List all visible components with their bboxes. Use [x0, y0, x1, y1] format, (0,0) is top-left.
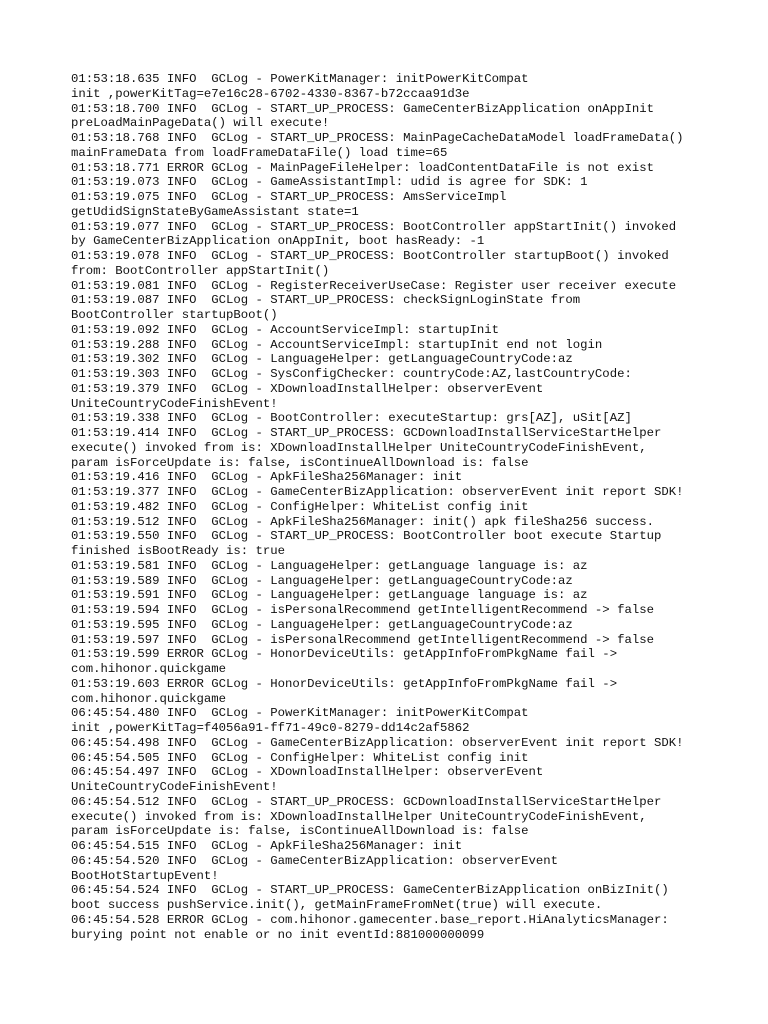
- log-line: 06:45:54.498 INFO GCLog - GameCenterBizApplication: observerEvent init report SDK!: [71, 735, 684, 750]
- log-line: by GameCenterBizApplication onAppInit, boot hasReady: -1: [71, 234, 485, 249]
- log-line: com.hihonor.quickgame: [71, 662, 226, 676]
- log-line: 01:53:19.512 INFO GCLog - ApkFileSha256Manager: init() apk fileSha256 success.: [71, 514, 654, 529]
- log-line: boot success pushService.init(), getMainFrameFromNet(true) will execute.: [71, 898, 603, 912]
- log-line: 01:53:19.416 INFO GCLog - ApkFileSha256Manager: init: [71, 470, 463, 485]
- log-line: execute() invoked from is: XDownloadInstallHelper UniteCountryCodeFinishEvent,: [71, 809, 647, 824]
- log-line: 01:53:19.482 INFO GCLog - ConfigHelper: WhiteList config init: [71, 499, 529, 514]
- log-line: 01:53:19.377 INFO GCLog - GameCenterBizApplication: observerEvent init report SDK!: [71, 485, 684, 499]
- log-line: param isForceUpdate is: false, isContinueAllDownload is: false: [71, 455, 529, 470]
- log-line: 01:53:19.302 INFO GCLog - LanguageHelper: getLanguageCountryCode:az: [71, 352, 573, 367]
- log-line: 06:45:54.497 INFO GCLog - XDownloadInstallHelper: observerEvent: [71, 765, 544, 780]
- log-line: 01:53:19.303 INFO GCLog - SysConfigChecker: countryCode:AZ,lastCountryCode:: [71, 367, 632, 381]
- log-line: execute() invoked from is: XDownloadInstallHelper UniteCountryCodeFinishEvent,: [71, 440, 647, 455]
- log-line: 06:45:54.524 INFO GCLog - START_UP_PROCESS: GameCenterBizApplication onBizInit(): [71, 883, 669, 898]
- log-line: 06:45:54.520 INFO GCLog - GameCenterBizApplication: observerEvent: [71, 853, 559, 868]
- log-line: 01:53:19.338 INFO GCLog - BootController: executeStartup: grs[AZ], uSit[AZ]: [71, 411, 632, 426]
- log-line: 01:53:19.288 INFO GCLog - AccountServiceImpl: startupInit end not login: [71, 337, 603, 352]
- log-line: 01:53:19.414 INFO GCLog - START_UP_PROCESS: GCDownloadInstallServiceStartHelper: [71, 426, 662, 440]
- log-line: 06:45:54.528 ERROR GCLog - com.hihonor.gamecenter.base_report.HiAnalyticsManager:: [71, 912, 669, 927]
- log-line: 01:53:19.581 INFO GCLog - LanguageHelper: getLanguage language is: az: [71, 558, 588, 573]
- log-line: 06:45:54.515 INFO GCLog - ApkFileSha256Manager: init: [71, 839, 463, 853]
- log-line: 06:45:54.512 INFO GCLog - START_UP_PROCESS: GCDownloadInstallServiceStartHelper: [71, 794, 662, 809]
- log-line: 01:53:19.594 INFO GCLog - isPersonalRecommend getIntelligentRecommend -> false: [71, 603, 654, 617]
- log-line: 01:53:18.700 INFO GCLog - START_UP_PROCESS: GameCenterBizApplication onAppInit: [71, 101, 654, 116]
- log-line: 01:53:19.550 INFO GCLog - START_UP_PROCESS: BootController boot execute Startup: [71, 529, 662, 544]
- log-line: preLoadMainPageData() will execute!: [71, 116, 330, 131]
- log-line: getUdidSignStateByGameAssistant state=1: [71, 204, 359, 219]
- log-line: 01:53:19.589 INFO GCLog - LanguageHelper: getLanguageCountryCode:az: [71, 573, 573, 588]
- log-line: UniteCountryCodeFinishEvent!: [71, 396, 278, 411]
- log-line: 01:53:18.771 ERROR GCLog - MainPageFileHelper: loadContentDataFile is not exist: [71, 160, 654, 175]
- log-line: param isForceUpdate is: false, isContinueAllDownload is: false: [71, 824, 529, 839]
- log-line: 01:53:19.092 INFO GCLog - AccountServiceImpl: startupInit: [71, 322, 500, 337]
- log-line: init ,powerKitTag=e7e16c28-6702-4330-8367-b72ccaa91d3e: [71, 86, 470, 101]
- log-line: 01:53:19.595 INFO GCLog - LanguageHelper: getLanguageCountryCode:az: [71, 617, 573, 632]
- log-line: 01:53:19.603 ERROR GCLog - HonorDeviceUtils: getAppInfoFromPkgName fail ->: [71, 676, 618, 691]
- log-line: 01:53:19.078 INFO GCLog - START_UP_PROCESS: BootController startupBoot() invoked: [71, 249, 669, 263]
- log-line: BootHotStartupEvent!: [71, 868, 219, 883]
- log-line: 01:53:19.073 INFO GCLog - GameAssistantImpl: udid is agree for SDK: 1: [71, 175, 588, 190]
- log-line: 01:53:18.768 INFO GCLog - START_UP_PROCESS: MainPageCacheDataModel loadFrameData(): [71, 131, 684, 145]
- log-text-block: [71, 72, 711, 942]
- log-line: 01:53:19.087 INFO GCLog - START_UP_PROCESS: checkSignLoginState from: [71, 293, 581, 308]
- log-line: 01:53:19.591 INFO GCLog - LanguageHelper: getLanguage language is: az: [71, 588, 588, 603]
- log-line: 01:53:19.075 INFO GCLog - START_UP_PROCESS: AmsServiceImpl: [71, 190, 507, 204]
- log-line: 01:53:19.077 INFO GCLog - START_UP_PROCESS: BootController appStartInit() invoked: [71, 219, 677, 234]
- log-line: BootController startupBoot(): [71, 308, 278, 322]
- log-line: 06:45:54.480 INFO GCLog - PowerKitManager: initPowerKitCompat: [71, 706, 529, 721]
- log-line: finished isBootReady is: true: [71, 544, 286, 558]
- log-line: burying point not enable or no init eventId:881000000099: [71, 927, 485, 942]
- log-line: 01:53:18.635 INFO GCLog - PowerKitManager: initPowerKitCompat: [71, 72, 529, 86]
- log-line: com.hihonor.quickgame: [71, 691, 226, 706]
- log-line: from: BootController appStartInit(): [71, 263, 330, 278]
- log-line: 06:45:54.505 INFO GCLog - ConfigHelper: WhiteList config init: [71, 750, 529, 765]
- log-line: init ,powerKitTag=f4056a91-ff71-49c0-8279-dd14c2af5862: [71, 721, 470, 735]
- log-line: 01:53:19.599 ERROR GCLog - HonorDeviceUtils: getAppInfoFromPkgName fail ->: [71, 647, 618, 662]
- log-line: 01:53:19.081 INFO GCLog - RegisterReceiverUseCase: Register user receiver execute: [71, 278, 677, 293]
- log-line: UniteCountryCodeFinishEvent!: [71, 780, 278, 794]
- log-line: mainFrameData from loadFrameDataFile() load time=65: [71, 145, 448, 160]
- log-line: 01:53:19.597 INFO GCLog - isPersonalRecommend getIntelligentRecommend -> false: [71, 632, 654, 647]
- log-line: 01:53:19.379 INFO GCLog - XDownloadInstallHelper: observerEvent: [71, 381, 544, 396]
